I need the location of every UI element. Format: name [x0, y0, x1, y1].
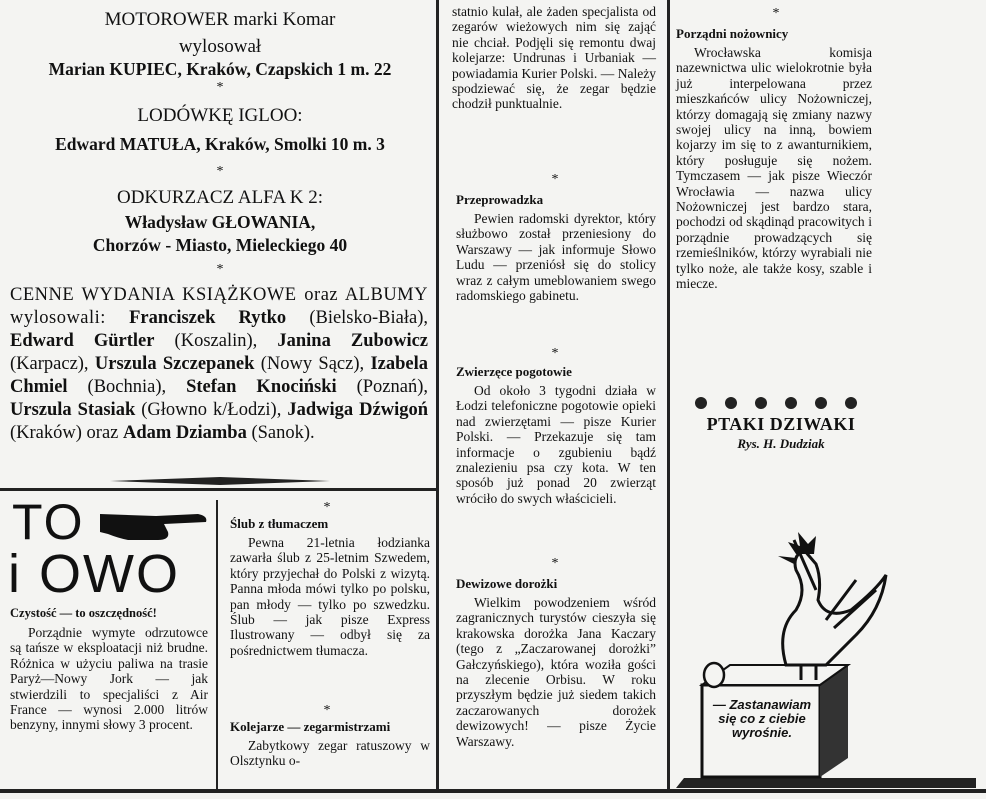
cartoon-caption: — Zastanawiam się co z ciebie wyrośnie.	[712, 697, 812, 740]
separator-star: *	[323, 500, 331, 515]
winner-name: Urszula Stasiak	[10, 400, 136, 420]
separator-star: *	[216, 164, 224, 179]
cartoon-title: PTAKI DZIWAKI	[706, 414, 856, 434]
article-headline: Ślub z tłumaczem	[230, 516, 329, 531]
winner-name: Stefan Knociński	[186, 377, 337, 397]
dot	[695, 397, 707, 409]
article-headline: Porządni nożownicy	[676, 26, 789, 41]
winner-name: Edward Gürtler	[10, 331, 155, 351]
article-dorozki	[456, 576, 656, 749]
article-body: Porządnie wymyte odrzutowce są tańsze w eksploatacji niż brudne. Różnica w użyciu paliwa na trasie Paryż—Nowy Jork — jak stwierdzili to specjaliści z Air France — wynosi 2.000 litrów benzyny, innymi słowy 3 procent.	[10, 625, 208, 733]
article-headline: Zwierzęce pogotowie	[456, 364, 572, 379]
article-body: Wielkim powodzeniem wśród zagranicznych turystów cieszyła się krakowska dorożka Jana Kaczary (tego z „Zaczarowanej dorożki” Gałczyńskiego), która woziła gości na zlecenie Orbisu. W roku przyszłym będzie już siedem takich zaczarowanych dorożek dewizowych! — pisze Życie Warszawy.	[456, 595, 656, 749]
cartoon-rooster-illustration	[676, 520, 976, 788]
prize-2-winner: Edward MATUŁA, Kraków, Smolki 10 m. 3	[55, 134, 385, 154]
dot	[845, 397, 857, 409]
separator-star: *	[772, 6, 780, 21]
article-body: statnio kulał, ale żaden specjalista od zegarów wieżowych nim się zająć nie chciał. Podjęli się remontu dwaj kolejarze: Undrunas i Urbaniak — powiadamia Kurier Polski. — Należy spodziewać się, że zegar będzie chodził punktualnie.	[452, 4, 656, 112]
pointing-hand-icon	[98, 504, 210, 544]
winner-place: (Poznań),	[356, 377, 429, 397]
column-rule	[436, 0, 439, 790]
book-winners-intro: CENNE WYDANIA KSIĄŻKOWE oraz ALBUMY wylosowali:	[10, 285, 428, 328]
winner-place: (Nowy Sącz),	[260, 354, 365, 374]
article-zegar-cont	[452, 4, 656, 112]
dot	[815, 397, 827, 409]
prize-2	[0, 104, 440, 156]
dot	[725, 397, 737, 409]
prize-3-winner-address: Chorzów - Miasto, Mieleckiego 40	[92, 235, 348, 255]
prize-1-winner: Marian KUPIEC, Kraków, Czapskich 1 m. 22	[48, 59, 392, 79]
article-nozownicy	[676, 26, 872, 292]
article-przeprowadzka	[456, 192, 656, 303]
separator-star: *	[551, 556, 559, 571]
prize-1	[0, 8, 440, 81]
winner-name: Izabela Chmiel	[10, 354, 429, 397]
section-rule	[0, 488, 437, 491]
winner-place: (Koszalin),	[174, 331, 258, 351]
article-kolejarze	[230, 719, 430, 769]
prize-3-title: ODKURZACZ ALFA K 2:	[116, 187, 324, 208]
winner-name: Adam Dziamba	[123, 423, 247, 443]
separator-star: *	[551, 346, 559, 361]
article-body: Wrocławska komisja nazewnictwa ulic wielokrotnie była już interpelowana przez mieszkańców ulicy Nożowniczej, którzy domagają się zmiany nazwy swojej ulicy na inną, bowiem kojarzy im się to z awanturnikiem, który posługuje się nożem. Tymczasem — jak pisze Wieczór Wrocławia — nazwa ulicy Nożowniczej jest bardzo stara, pochodzi od skądinąd pracowitych i porządnie prowadzących się rzemieślników, którzy wyrabiali nie tylko noże, ale także kosy, szable i miecze.	[676, 45, 872, 292]
article-headline: Czystość — to oszczędność!	[10, 606, 157, 620]
logo-owo: i OWO	[8, 544, 180, 604]
separator-star: *	[551, 172, 559, 187]
winner-place: (Karpacz),	[10, 354, 89, 374]
winner-name: Urszula Szczepanek	[94, 354, 255, 374]
article-czystosc	[10, 606, 208, 733]
article-body: Pewien radomski dyrektor, który służbowo został przeniesiony do Warszawy — jak informuje Słowo Ludu — przeniósł się do stolicy wraz z całym umeblowaniem swego radomskiego gabinetu.	[456, 211, 656, 304]
article-body: Pewna 21-letnia łodzianka zawarła ślub z 25-letnim Szwedem, który przyjechał do Polski z wizytą. Panna młoda mówi tylko po polsku, pan młody — tylko po szwedzku. Ślub — jak pisze Express Ilustrowany — odbył się za pośrednictwem tłumacza.	[230, 535, 430, 658]
separator-star: *	[216, 80, 224, 95]
separator-star: *	[323, 703, 331, 718]
winner-place: (Bielsko-Biała),	[309, 308, 428, 328]
dot	[785, 397, 797, 409]
winner-place: (Głowno k/Łodzi),	[141, 400, 282, 420]
bottom-rule	[0, 789, 986, 793]
logo-to: TO	[12, 494, 85, 550]
prize-2-title: LODÓWKĘ IGLOO:	[137, 105, 303, 126]
article-body: Od około 3 tygodni działa w Łodzi telefoniczne pogotowie opieki nad zwierzętami — pisze Kurier Polski. — Przekazuje się tam informacje o zgubieniu bądź znalezieniu psa czy kota. W ten sposób już ponad 20 zwierząt wróciło do swych właścicieli.	[456, 383, 656, 506]
article-headline: Przeprowadzka	[456, 192, 544, 207]
article-slub	[230, 516, 430, 658]
article-headline: Kolejarze — zegarmistrzami	[230, 719, 391, 734]
dot-row	[676, 396, 876, 414]
article-headline: Dewizowe dorożki	[456, 576, 558, 591]
winner-list	[10, 308, 428, 443]
cartoon-author: Rys. H. Dudziak	[737, 436, 825, 451]
prize-1-subtitle: wylosował	[178, 36, 262, 57]
winner-place: (Sanok).	[251, 423, 315, 443]
article-zwierzece	[456, 364, 656, 506]
book-winners	[10, 284, 428, 445]
tapered-rule	[110, 476, 330, 486]
article-body: Zabytkowy zegar ratuszowy w Olsztynku o-	[230, 738, 430, 769]
separator-star: *	[216, 262, 224, 277]
winner-place: (Bochnia),	[87, 377, 167, 397]
winner-name: Jadwiga Dźwigoń	[287, 400, 429, 420]
winner-place: (Kraków) oraz	[10, 423, 119, 443]
winner-name: Janina Zubowicz	[277, 331, 429, 351]
prize-3-winner-name: Władysław GŁOWANIA,	[124, 212, 316, 232]
dot	[755, 397, 767, 409]
prize-3	[0, 186, 440, 257]
prize-1-title: MOTOROWER marki Komar	[104, 9, 336, 30]
column-rule	[667, 0, 670, 790]
winner-name: Franciszek Rytko	[129, 308, 287, 328]
column-rule	[216, 500, 218, 790]
